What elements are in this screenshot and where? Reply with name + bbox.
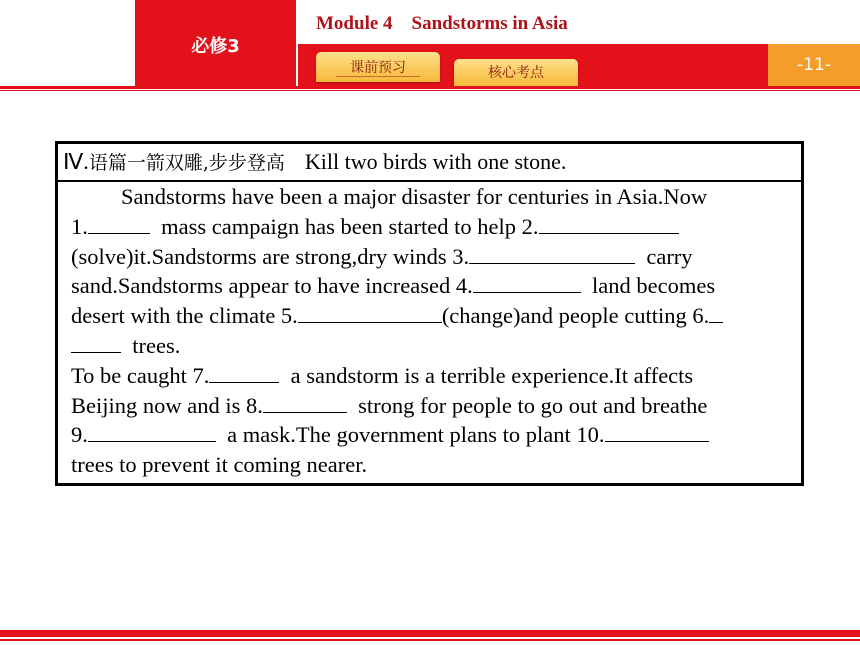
answer-blank-2[interactable] (539, 213, 679, 234)
tab-key-points[interactable]: 核心考点 (454, 59, 578, 86)
answer-blank-6a[interactable] (709, 302, 723, 323)
passage-line: 9. a mask.The government plans to plant 10. (71, 420, 791, 450)
book-badge (135, 0, 296, 86)
answer-blank-6b[interactable] (71, 332, 121, 353)
answer-blank-5[interactable] (298, 302, 442, 323)
header-divider (0, 86, 860, 89)
passage-line: trees to prevent it coming nearer. (71, 452, 368, 478)
passage (71, 182, 791, 480)
answer-blank-7[interactable] (209, 362, 279, 383)
answer-blank-8[interactable] (263, 392, 347, 413)
passage-line: (solve)it.Sandstorms are strong,dry winds 3. carry (71, 243, 693, 269)
passage-line: To be caught 7. a sandstorm is a terrible experience.It affects (71, 362, 694, 388)
passage-line: Beijing now and is 8. strong for people to go out and breathe (71, 392, 708, 418)
answer-blank-9[interactable] (88, 421, 216, 442)
answer-blank-3[interactable] (469, 243, 635, 264)
passage-line: sand.Sandstorms appear to have increased 4. land becomes (71, 273, 716, 299)
module-title: Module 4 Sandstorms in Asia (316, 13, 568, 34)
passage-line: desert with the climate 5. (change)and people cutting 6. (71, 301, 791, 331)
answer-blank-4[interactable] (473, 272, 581, 293)
header-divider-thin (0, 90, 860, 91)
footer-divider-thin (0, 639, 860, 641)
tab-preview[interactable]: 课前预习 (316, 52, 440, 82)
header-left-blank (0, 0, 135, 86)
passage-line: 1. mass campaign has been started to help 2. (71, 212, 791, 242)
section-number: Ⅳ. (63, 149, 89, 174)
passage-line: trees. (71, 331, 791, 361)
nav-bar (298, 44, 768, 86)
section-title-cn: 语篇一箭双雕,步步登高 (88, 152, 285, 174)
passage-line: Sandstorms have been a major disaster for centuries in Asia.Now (121, 184, 708, 209)
page-number: -11- (768, 44, 860, 86)
section-title-en: Kill two birds with one stone. (304, 149, 567, 174)
answer-blank-1[interactable] (88, 213, 150, 234)
answer-blank-10[interactable] (605, 421, 709, 442)
book-label: 必修3 (191, 36, 240, 57)
exercise-box (55, 141, 804, 486)
footer-divider (0, 630, 860, 637)
exercise-title (63, 148, 566, 175)
